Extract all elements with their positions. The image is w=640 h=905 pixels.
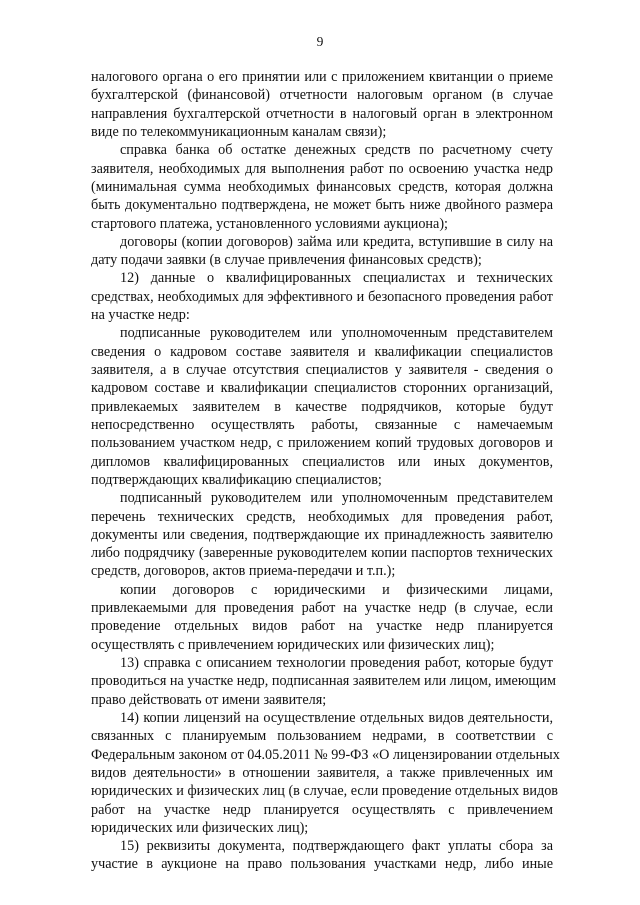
text-line: налогового органа о его принятии или с приложением квитанции о приеме	[91, 69, 553, 85]
text-line: работ на участке недр планируется осуществлять с привлечением	[91, 801, 553, 818]
text-line: подтверждающих квалификацию специалистов;	[91, 471, 382, 488]
text-line: юридических и физических лиц (в случае, если проведение отдельных видов	[91, 783, 558, 800]
text-line: привлекаемыми для проведения работ на участке недр (в случае, если	[91, 600, 553, 617]
page-body	[91, 68, 560, 874]
text-line: пользованием участком недр, с приложением копий трудовых договоров и	[91, 435, 553, 452]
text-line: осуществлять с привлечением юридических или физических лиц);	[91, 636, 495, 653]
text-line: связанных с планируемым пользованием недрами, в соответствии с	[91, 728, 553, 745]
text-line: на участке недр:	[91, 307, 190, 324]
text-line: дипломов квалифицированных специалистов или иных документов,	[91, 453, 553, 470]
text-line: 13) справка с описанием технологии проведения работ, которые будут	[120, 655, 553, 671]
text-line: юридических или физических лиц);	[91, 819, 309, 836]
text-line: 14) копии лицензий на осуществление отдельных видов деятельности,	[120, 709, 553, 726]
text-line: подписанный руководителем или уполномоченным представителем	[120, 490, 553, 507]
text-line: непосредственно осуществлять работы, связанные с намечаемым	[91, 416, 553, 433]
text-line: перечень технических средств, необходимых для проведения работ,	[91, 508, 553, 525]
text-line: копии договоров с юридическими и физическими лицами,	[120, 581, 553, 598]
text-line: Федеральным законом от 04.05.2011 № 99-ФЗ «О лицензировании отдельных	[91, 746, 560, 763]
text-line: проводиться на участке недр, подписанная заявителем или лицом, имеющим	[91, 673, 556, 690]
text-line: подписанные руководителем или уполномоченным представителем	[120, 325, 553, 342]
text-line: право действовать от имени заявителя;	[91, 691, 327, 708]
text-line: бухгалтерской (финансовой) отчетности налоговым органом (в случае	[91, 87, 553, 104]
text-line: средств, договоров, актов приема-передачи и т.п.);	[91, 563, 396, 580]
text-line: виде по телекоммуникационным каналам связи);	[91, 123, 387, 140]
text-line: быть документально подтверждена, не может быть ниже двойного размера	[91, 197, 553, 214]
text-line: документы или сведения, подтверждающие их принадлежность заявителю	[91, 526, 553, 543]
text-line: справка банка об остатке денежных средств по расчетному счету	[120, 142, 553, 159]
text-line: сведения о кадровом составе заявителя и квалификации специалистов	[91, 343, 553, 360]
text-line: средствах, необходимых для эффективного и безопасного проведения работ	[91, 288, 553, 305]
text-line: направления бухгалтерской отчетности в налоговый орган в электронном	[91, 105, 553, 122]
text-line: (минимальная сумма необходимых финансовых средств, которая должна	[91, 178, 553, 195]
text-line: стартового платежа, установленного условиями аукциона);	[91, 215, 448, 232]
text-line: дату подачи заявки (в случае привлечения финансовых средств);	[91, 252, 482, 269]
page-number: 9	[316, 34, 324, 49]
text-line: 12) данные о квалифицированных специалистах и технических	[120, 270, 553, 287]
text-line: проведение отдельных видов работ на участке недр планируется	[91, 618, 553, 635]
text-line: видов деятельности» в отношении заявителя, а также привлеченных им	[91, 764, 553, 781]
text-line: заявителя, необходимых для выполнения работ по освоению участка недр	[91, 160, 553, 177]
text-line: заявителя, а в случае отсутствия специалистов у заявителя - сведения о	[91, 362, 553, 378]
text-line: 15) реквизиты документа, подтверждающего факт уплаты сбора за	[120, 838, 553, 855]
text-line: привлекаемых заявителем в качестве подрядчиков, которые будут	[91, 398, 553, 415]
text-line: либо подрядчику (заверенные руководителем копии паспортов технических	[91, 545, 553, 562]
text-line: участие в аукционе на право пользования участками недр, либо иные	[91, 856, 553, 873]
text-line: договоры (копии договоров) займа или кредита, вступившие в силу на	[120, 233, 553, 250]
text-line: кадровом составе и квалификации специалистов сторонних организаций,	[91, 380, 553, 397]
